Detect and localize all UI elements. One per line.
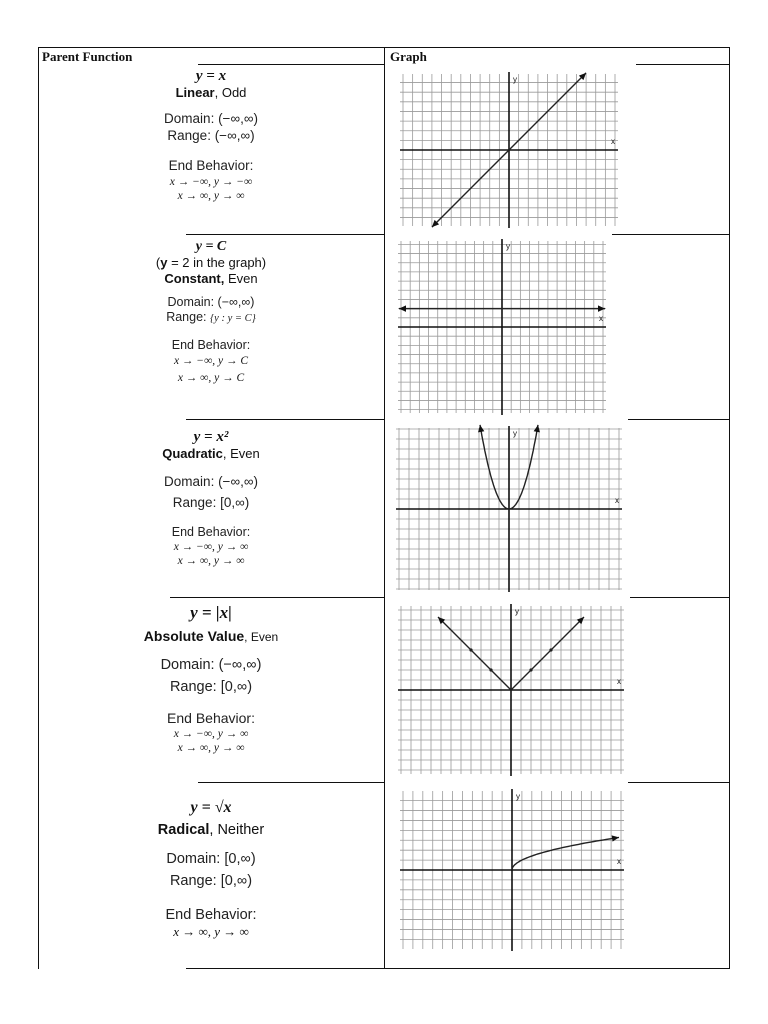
graph-radical — [398, 787, 626, 953]
name-constant — [38, 271, 384, 287]
x-axis-label: x — [611, 137, 615, 146]
end-behavior-left: x → −∞, y → ∞ — [173, 541, 249, 554]
row-divider-4-left — [198, 782, 384, 783]
graph-quadratic — [394, 424, 624, 594]
name-bold: Quadratic — [162, 446, 223, 462]
arrow-right — [598, 305, 605, 311]
equation-quadratic: y = x² — [193, 429, 229, 445]
graph-linear — [398, 70, 620, 230]
x-axis-label: x — [615, 496, 619, 505]
end-behavior-right: x → ∞, y → ∞ — [177, 189, 245, 202]
domain-constant: Domain: (−∞,∞) — [167, 294, 255, 309]
note-constant — [38, 255, 384, 271]
equation-absolute: y = |x| — [190, 603, 232, 622]
graph-absolute-value — [396, 602, 626, 778]
range-quadratic: Range: [0,∞) — [172, 494, 250, 510]
table-middle-border — [384, 47, 385, 969]
arrow-left — [399, 305, 406, 311]
end-behavior-right: x → ∞, y → C — [177, 372, 245, 385]
name-bold: Radical — [157, 821, 210, 838]
range-linear: Range: (−∞,∞) — [167, 127, 255, 143]
note-open: ( — [155, 255, 161, 271]
equation-radical: y = √x — [190, 799, 232, 816]
plot-point — [469, 648, 472, 651]
row-radical — [38, 798, 384, 940]
row-constant — [38, 238, 384, 388]
arrow-right — [612, 835, 619, 841]
name-rest: , Even — [222, 446, 260, 462]
name-rest: , Odd — [214, 85, 247, 101]
note-rest: = 2 in the graph) — [167, 255, 267, 271]
domain-linear: Domain: (−∞,∞) — [164, 111, 258, 127]
end-behavior-label: End Behavior: — [171, 337, 251, 352]
end-behavior-label: End Behavior: — [165, 906, 257, 923]
domain-absolute: Domain: (−∞,∞) — [160, 656, 262, 673]
row-divider-4-right — [628, 782, 729, 783]
plot-point — [489, 668, 492, 671]
x-axis-label: x — [599, 314, 603, 323]
y-axis-label: y — [513, 75, 517, 84]
radical-curve — [512, 837, 619, 870]
name-bold: Constant, — [164, 270, 225, 286]
name-radical — [38, 822, 384, 840]
end-behavior-right: x → ∞, y → ∞ — [177, 742, 245, 755]
row-quadratic — [38, 428, 384, 568]
end-behavior-left: x → −∞, y → C — [173, 355, 249, 368]
end-behavior-left: x → −∞, y → ∞ — [173, 728, 249, 741]
note-bold: y — [160, 255, 168, 271]
end-behavior-right: x → ∞, y → ∞ — [177, 555, 245, 568]
row-divider-5-right — [384, 968, 729, 969]
name-bold: Absolute Value — [143, 627, 245, 644]
row-divider-2-left — [186, 419, 384, 420]
name-rest: , Neither — [209, 821, 265, 838]
header-parent-function: Parent Function — [42, 49, 133, 64]
name-rest: Even — [224, 270, 258, 286]
range-radical: Range: [0,∞) — [169, 872, 253, 889]
row-divider-1-right — [612, 234, 729, 235]
row-absolute-value — [38, 603, 384, 755]
table-right-border — [729, 47, 730, 969]
end-behavior-label: End Behavior: — [168, 158, 254, 174]
row-divider-5-left — [186, 968, 384, 969]
name-rest: , Even — [244, 629, 279, 644]
range-constant — [38, 310, 384, 326]
x-axis-label: x — [617, 677, 621, 686]
range-value: {y : y = C} — [209, 313, 256, 325]
domain-radical: Domain: [0,∞) — [166, 851, 256, 868]
name-linear — [38, 85, 384, 101]
name-absolute — [38, 628, 384, 645]
row-divider-3-left — [170, 597, 384, 598]
row-divider-2-right — [628, 419, 729, 420]
row-divider-3-right — [630, 597, 729, 598]
row-linear — [38, 67, 384, 203]
y-axis-label: y — [513, 429, 517, 438]
y-axis-label: y — [515, 607, 519, 616]
name-quadratic — [38, 446, 384, 462]
graph-constant — [396, 237, 608, 417]
name-bold: Linear — [175, 85, 215, 101]
x-axis-label: x — [617, 857, 621, 866]
equation-constant: y = C — [195, 239, 227, 254]
range-absolute: Range: [0,∞) — [169, 678, 253, 695]
header-rule-left — [198, 64, 384, 65]
range-label: Range: — [166, 310, 207, 325]
domain-quadratic: Domain: (−∞,∞) — [164, 474, 258, 490]
y-axis-label: y — [506, 242, 510, 251]
end-behavior-label: End Behavior: — [171, 525, 251, 540]
header-rule-right — [636, 64, 729, 65]
plot-point — [549, 648, 552, 651]
end-behavior-left: x → −∞, y → −∞ — [169, 175, 253, 188]
equation-linear: y = x — [195, 68, 227, 84]
row-divider-1-left — [186, 234, 384, 235]
header-graph: Graph — [390, 49, 427, 64]
end-behavior-right: x → ∞, y → ∞ — [173, 924, 249, 940]
y-axis-label: y — [516, 792, 520, 801]
end-behavior-label: End Behavior: — [167, 710, 255, 727]
plot-point — [529, 668, 532, 671]
